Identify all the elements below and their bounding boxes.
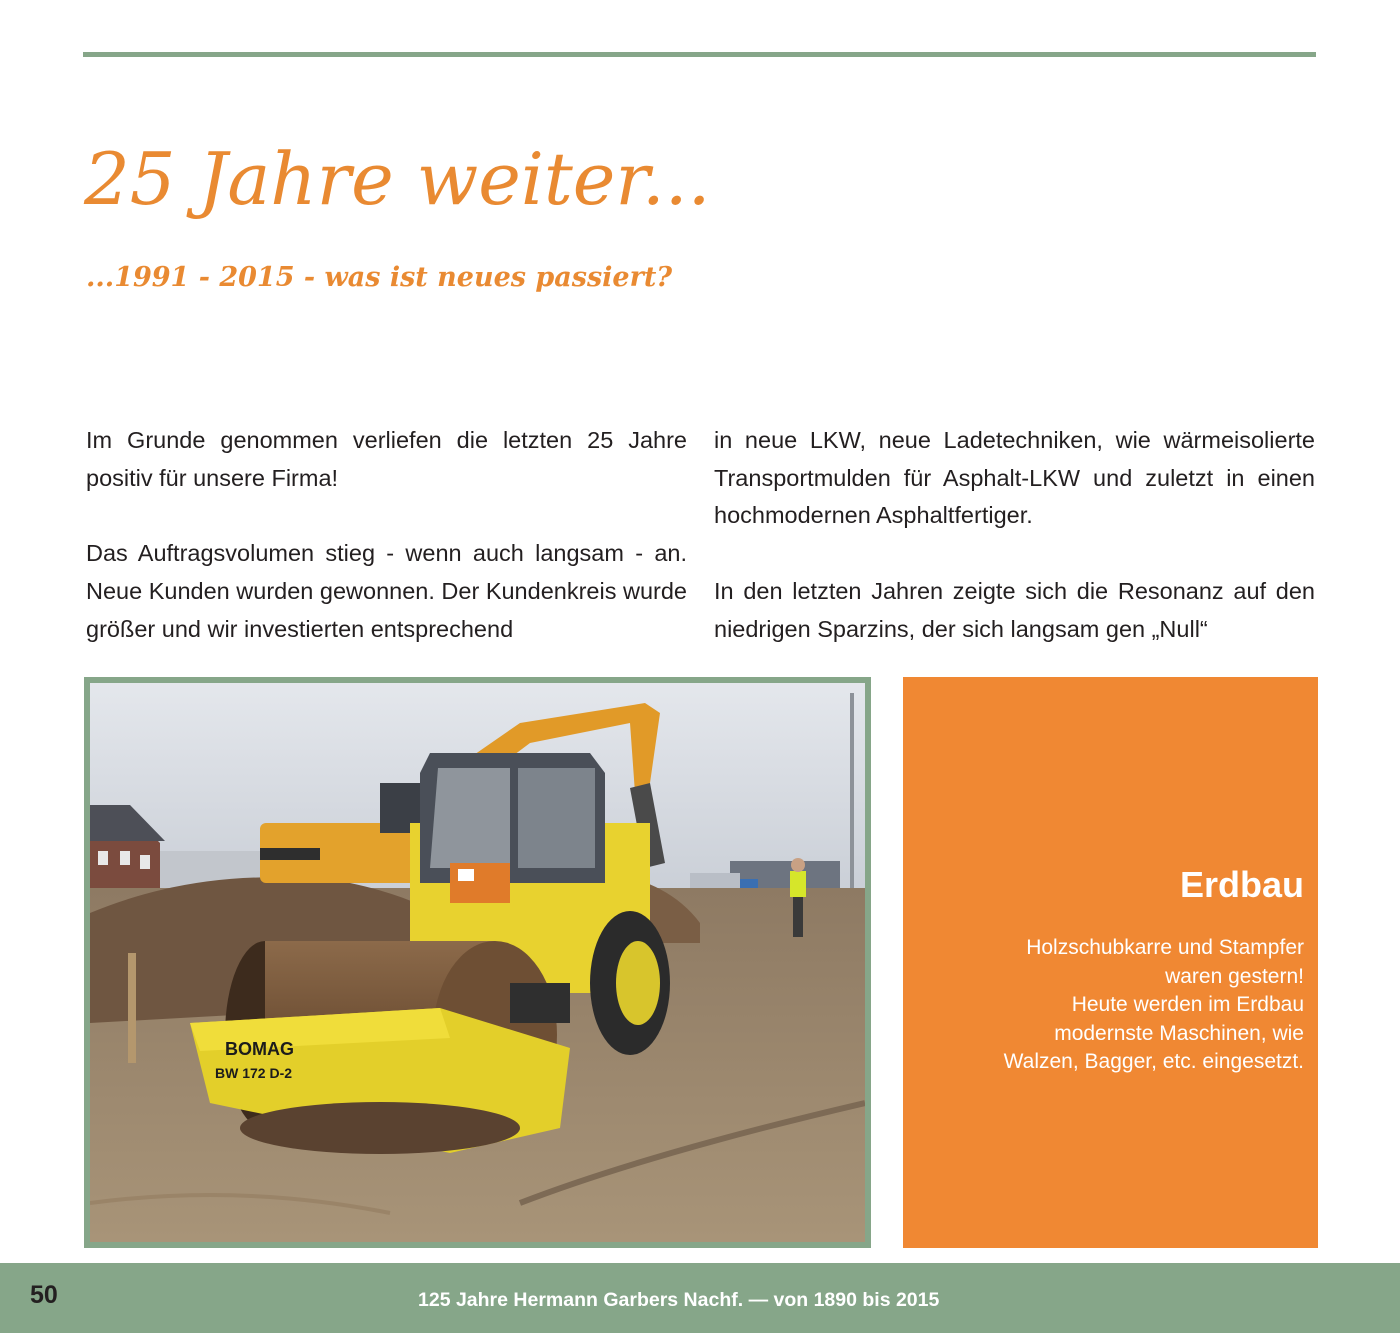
info-box-line: waren gestern! (1165, 964, 1304, 988)
info-box-text (924, 934, 1304, 1077)
paragraph: In den letzten Jahren zeigte sich die Resonanz auf den niedrigen Sparzins, der sich langsam gen „Null“ (714, 577, 1315, 642)
text-column-left (86, 422, 687, 686)
paragraph: in neue LKW, neue Ladetechniken, wie wärmeisolierte Transportmulden für Asphalt-LKW und zuletzt in einen hochmodernen Asphaltfertiger. (714, 427, 1315, 529)
info-box-line: Heute werden im Erdbau (1071, 993, 1304, 1016)
page-title: 25 Jahre weiter... (84, 137, 711, 221)
info-box-line: modernste Maschinen, wie (1054, 1021, 1304, 1045)
footer-caption: 125 Jahre Hermann Garbers Nachf. — von 1890 bis 2015 (418, 1289, 940, 1311)
page-subtitle: ...1991 - 2015 - was ist neues passiert? (86, 262, 673, 293)
page-number: 50 (30, 1281, 58, 1309)
erdbau-info-box (903, 677, 1318, 1248)
page-footer (0, 1263, 1400, 1333)
text-column-right (714, 422, 1315, 686)
paragraph: Im Grunde genommen verliefen die letzten 25 Jahre positiv für unsere Firma! (86, 427, 687, 491)
construction-site-image (90, 683, 865, 1242)
roller-brand-label: BOMAG (225, 1039, 294, 1059)
info-box-line: Holzschubkarre und Stampfer (1026, 936, 1304, 959)
top-rule (83, 52, 1316, 57)
construction-photo (84, 677, 871, 1248)
roller-model-label: BW 172 D-2 (215, 1065, 293, 1081)
paragraph: Das Auftragsvolumen stieg - wenn auch langsam - an. Neue Kunden wurden gewonnen. Der Kundenkreis wurde größer und wir investierten entsprechend (86, 540, 687, 642)
info-box-line: Walzen, Bagger, etc. eingesetzt. (1003, 1050, 1304, 1073)
info-box-title: Erdbau (1179, 864, 1304, 905)
